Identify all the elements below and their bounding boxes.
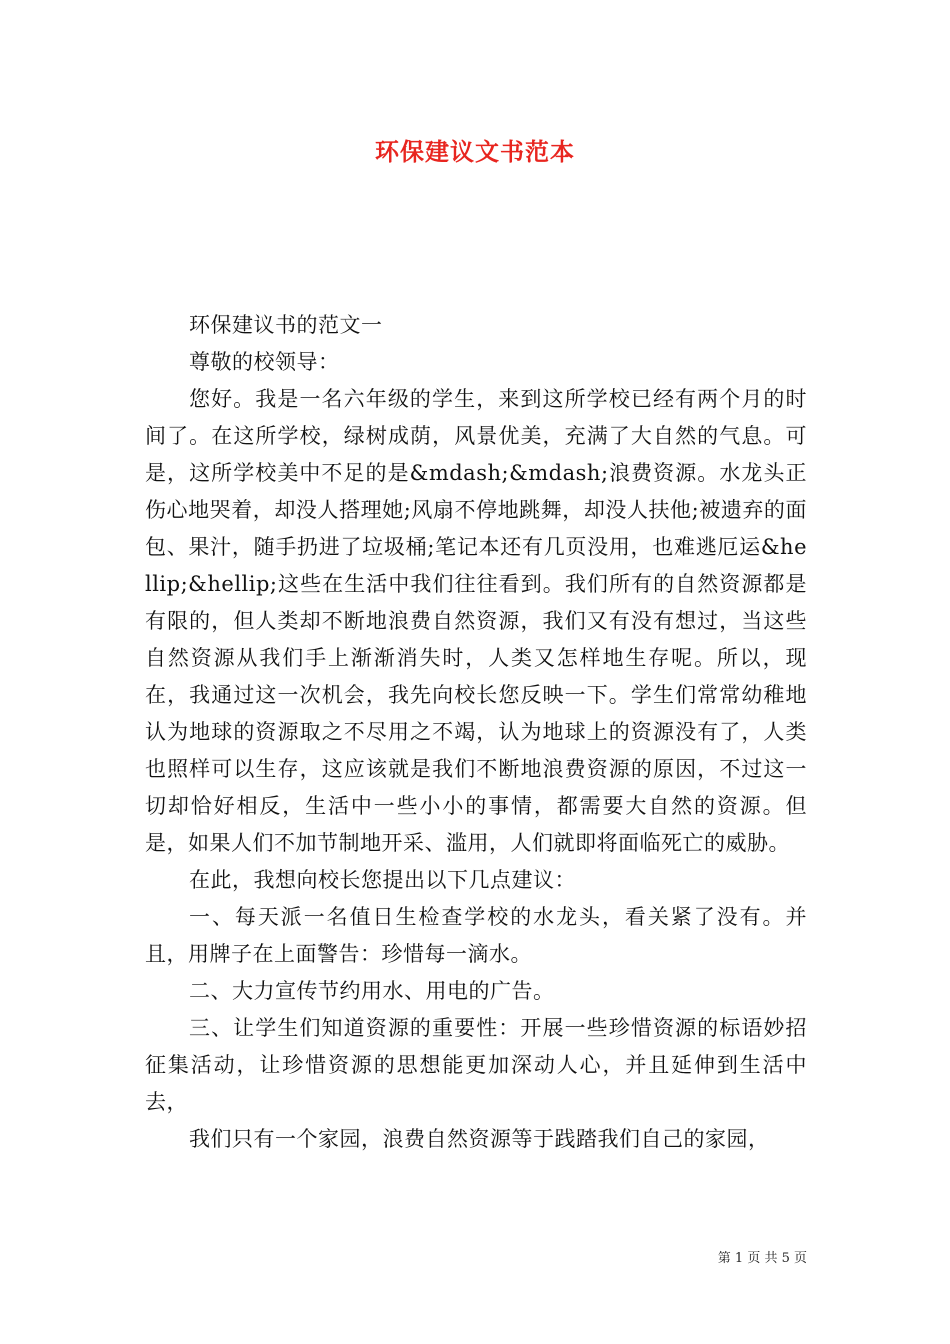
paragraph-suggestion-2: 二、大力宣传节约用水、用电的广告。: [189, 979, 555, 1003]
document-title: 环保建议文书范本: [375, 137, 575, 166]
paragraph-main: 您好。我是一名六年级的学生，来到这所学校已经有两个月的时间了。在这所学校，绿树成荫，风景优美，充满了大自然的气息。可是，这所学校美中不足的是&mdash;&mdash;浪费资源。水龙头正伤心地哭着，却没人搭理她;风扇不停地跳舞，却没人扶他;被遗弃的面包、果汁，随手扔进了垃圾桶;笔记本还有几页没用，也难逃厄运&hellip;&hellip;这些在生活中我们往往看到。我们所有的自然资源都是有限的，但人类却不断地浪费自然资源，我们又有没有想过，当这些自然资源从我们手上渐渐消失时，人类又怎样地生存呢。所以，现在，我通过这一次机会，我先向校长您反映一下。学生们常常幼稚地认为地球的资源取之不尽用之不竭，认为地球上的资源没有了，人类也照样可以生存，这应该就是我们不断地浪费资源的原因，不过这一切却恰好相反，生活中一些小小的事情，都需要大自然的资源。但是，如果人们不加节制地开采、滥用，人们就即将面临死亡的威胁。: [145, 387, 807, 855]
paragraph-closing: 我们只有一个家园，浪费自然资源等于践踏我们自己的家园，: [189, 1127, 770, 1151]
paragraph-salutation: 尊敬的校领导：: [189, 350, 340, 374]
paragraph-heading: 环保建议书的范文一: [189, 313, 383, 337]
page-number: 第 1 页 共 5 页: [717, 1251, 807, 1266]
document-body: [145, 307, 807, 1158]
paragraph-suggestion-1: 一、每天派一名值日生检查学校的水龙头，看关紧了没有。并且，用牌子在上面警告：珍惜每一滴水。: [145, 905, 807, 966]
paragraph-suggestion-3: 三、让学生们知道资源的重要性：开展一些珍惜资源的标语妙招征集活动，让珍惜资源的思想能更加深动人心，并且延伸到生活中去，: [145, 1016, 807, 1114]
paragraph-intro-suggestions: 在此，我想向校长您提出以下几点建议：: [189, 868, 576, 892]
